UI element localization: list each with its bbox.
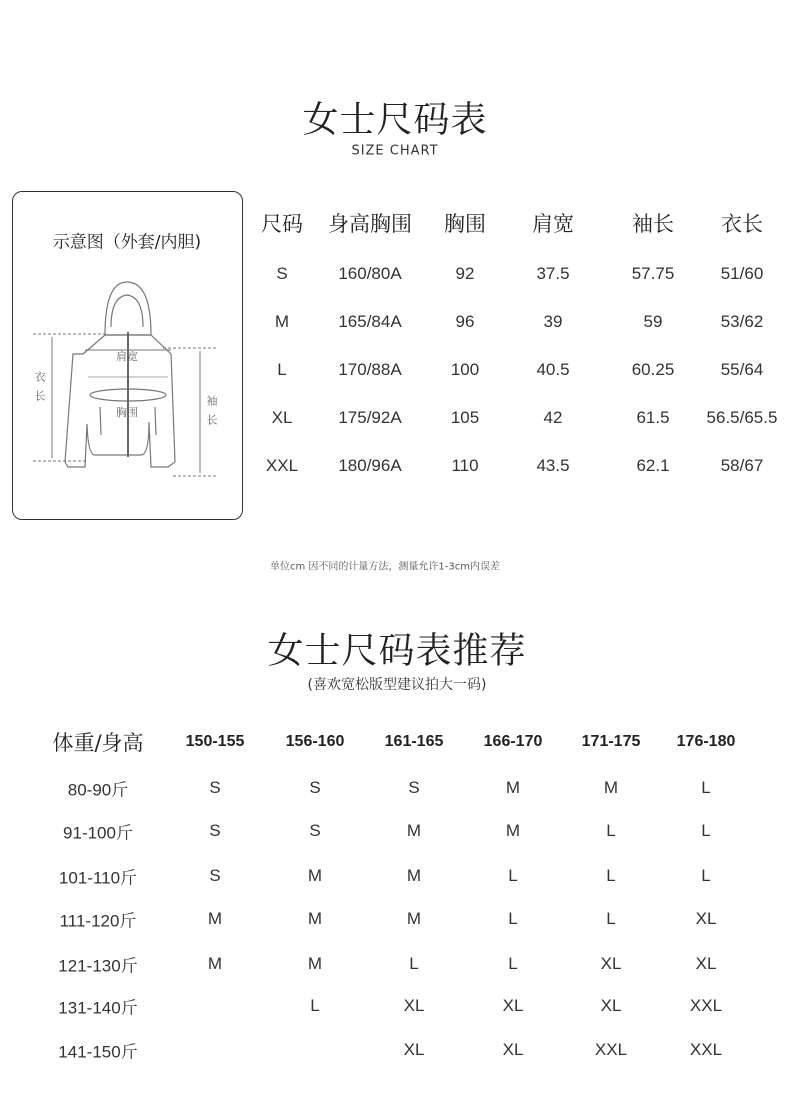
- table-cell: 55/64: [720, 360, 764, 379]
- table-cell: L: [701, 866, 711, 885]
- table-cell: 42: [543, 408, 563, 427]
- sleeve-label: 袖长: [205, 395, 218, 433]
- table-cell: L: [277, 360, 287, 379]
- table-cell: 170/88A: [338, 360, 402, 379]
- diagram-title: 示意图（外套/内胆): [52, 232, 202, 253]
- table-cell: S: [309, 821, 321, 840]
- table-cell: 105: [450, 408, 480, 427]
- table-cell: S: [309, 778, 321, 797]
- table-cell: S: [276, 264, 288, 283]
- table-cell: S: [408, 778, 420, 797]
- table-cell: M: [603, 778, 619, 797]
- recommend-title: 女士尺码表推荐: [267, 630, 527, 672]
- table-cell: S: [209, 866, 221, 885]
- table-cell: 39: [543, 312, 563, 331]
- table-cell: XL: [600, 954, 622, 973]
- measurement-note: 单位cm 因不同的计量方法，测量允许1-3cm内误差: [270, 561, 500, 573]
- column-header: 袖长: [632, 212, 674, 236]
- table-cell: 110: [451, 456, 479, 475]
- table-cell: M: [207, 909, 223, 928]
- column-header: 161-165: [384, 733, 444, 750]
- column-header: 171-175: [581, 733, 641, 750]
- table-cell: L: [701, 778, 711, 797]
- table-cell: 175/92A: [338, 408, 402, 427]
- table-cell: 51/60: [720, 264, 764, 283]
- table-cell: M: [406, 909, 422, 928]
- table-cell: 56.5/65.5: [706, 408, 778, 427]
- shoulder-label: 肩宽: [116, 350, 138, 363]
- table-cell: M: [307, 909, 323, 928]
- row-label: 121-130斤: [58, 956, 138, 976]
- recommend-subtitle: (喜欢宽松版型建议拍大一码): [307, 677, 487, 693]
- table-cell: L: [508, 909, 518, 928]
- table-cell: L: [508, 954, 518, 973]
- table-cell: XL: [403, 1040, 425, 1059]
- table-cell: 40.5: [536, 360, 570, 379]
- table-cell: M: [406, 866, 422, 885]
- table-cell: M: [307, 954, 323, 973]
- table-cell: XL: [502, 996, 524, 1015]
- column-header: 176-180: [676, 733, 736, 750]
- table-cell: M: [207, 954, 223, 973]
- chest-label: 胸围: [116, 406, 138, 419]
- table-cell: M: [307, 866, 323, 885]
- table-cell: M: [406, 821, 422, 840]
- table-cell: XL: [403, 996, 425, 1015]
- row-label: 80-90斤: [67, 780, 129, 800]
- table-cell: XL: [695, 909, 717, 928]
- table-cell: 100: [450, 360, 480, 379]
- column-header: 150-155: [185, 733, 245, 750]
- column-header: 衣长: [721, 212, 763, 236]
- table-cell: 62.1: [636, 456, 670, 475]
- table-cell: 61.5: [636, 408, 670, 427]
- table-cell: 160/80A: [338, 264, 402, 283]
- table-cell: XL: [271, 408, 293, 427]
- table-cell: L: [606, 909, 616, 928]
- page-title: 女士尺码表: [302, 99, 488, 141]
- column-header: 胸围: [444, 212, 486, 236]
- table-cell: S: [209, 778, 221, 797]
- row-label: 131-140斤: [58, 998, 138, 1018]
- table-cell: XXL: [594, 1040, 628, 1059]
- column-header: 体重/身高: [52, 731, 144, 755]
- table-cell: L: [409, 954, 419, 973]
- table-cell: 43.5: [536, 456, 570, 475]
- table-cell: 37.5: [536, 264, 570, 283]
- table-cell: 165/84A: [338, 312, 402, 331]
- table-cell: L: [310, 996, 320, 1015]
- column-header: 166-170: [483, 733, 543, 750]
- table-cell: L: [508, 866, 518, 885]
- diagram-box: [12, 191, 243, 520]
- table-cell: XL: [600, 996, 622, 1015]
- table-cell: M: [505, 778, 521, 797]
- column-header: 肩宽: [532, 212, 574, 236]
- table-cell: 60.25: [631, 360, 675, 379]
- table-cell: 57.75: [631, 264, 675, 283]
- page-subtitle: SIZE CHART: [351, 143, 439, 159]
- column-header: 身高胸围: [328, 212, 412, 236]
- table-cell: 180/96A: [338, 456, 402, 475]
- table-cell: M: [274, 312, 290, 331]
- column-header: 156-160: [285, 733, 345, 750]
- table-cell: XL: [695, 954, 717, 973]
- row-label: 101-110斤: [58, 868, 138, 888]
- table-cell: 59: [643, 312, 663, 331]
- table-cell: S: [209, 821, 221, 840]
- table-cell: XXL: [689, 1040, 723, 1059]
- table-cell: L: [701, 821, 711, 840]
- row-label: 111-120斤: [59, 911, 137, 931]
- table-cell: 92: [455, 264, 475, 283]
- table-cell: L: [606, 866, 616, 885]
- row-label: 141-150斤: [58, 1042, 138, 1062]
- table-cell: XXL: [689, 996, 723, 1015]
- table-cell: 53/62: [720, 312, 764, 331]
- table-cell: XXL: [265, 456, 299, 475]
- table-cell: L: [606, 821, 616, 840]
- table-cell: XL: [502, 1040, 524, 1059]
- table-cell: M: [505, 821, 521, 840]
- table-cell: 58/67: [720, 456, 764, 475]
- column-header: 尺码: [261, 212, 303, 236]
- length-label: 衣长: [33, 371, 46, 409]
- row-label: 91-100斤: [63, 823, 133, 843]
- table-cell: 96: [455, 312, 475, 331]
